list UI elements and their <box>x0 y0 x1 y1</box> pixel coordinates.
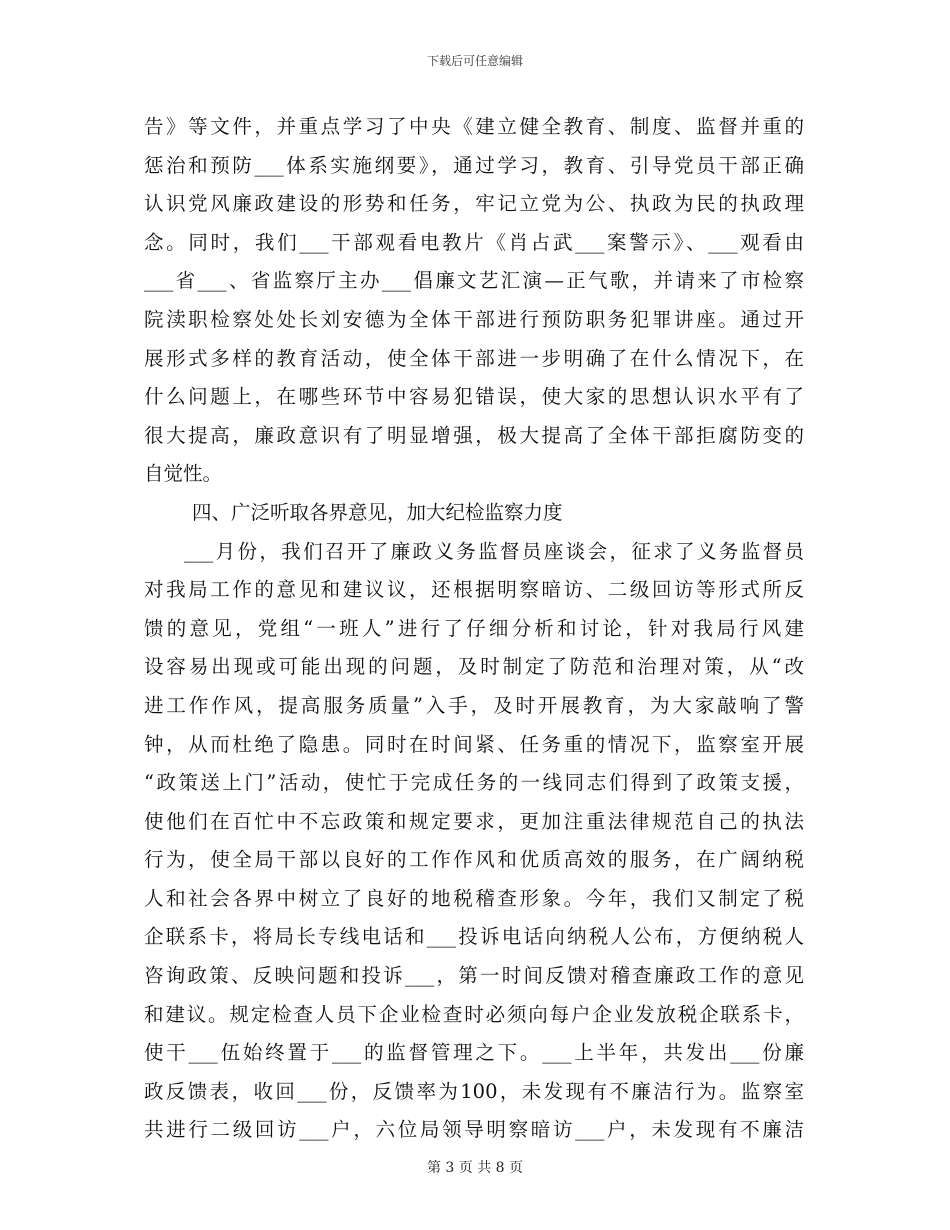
body-line: 什么问题上，在哪些环节中容易犯错误，使大家的思想认识水平有了 <box>144 385 804 409</box>
section-heading: 四、广泛听取各界意见，加大纪检监察力度 <box>192 500 563 524</box>
page-number: 第 3 页 共 8 页 <box>426 1160 524 1176</box>
body-line: 使干___伍始终置于___的监督管理之下。___上半年，共发出___份廉 <box>144 1041 804 1065</box>
body-line: 钟，从而杜绝了隐患。同时在时间紧、任务重的情况下，监察室开展 <box>144 732 804 756</box>
body-line: 咨询政策、反映问题和投诉___，第一时间反馈对稽查廉政工作的意见 <box>144 964 804 988</box>
body-line: 设容易出现或可能出现的问题，及时制定了防范和治理对策，从“改 <box>144 655 804 679</box>
body-line: ___省___、省监察厅主办___倡廉文艺汇演—正气歌，并请来了市检察 <box>144 269 804 293</box>
body-line: 进工作作风，提高服务质量”入手，及时开展教育，为大家敲响了警 <box>144 693 804 717</box>
body-line: 惩治和预防___体系实施纲要》，通过学习，教育、引导党员干部正确 <box>144 153 804 177</box>
body-line: 展形式多样的教育活动，使全体干部进一步明确了在什么情况下，在 <box>144 346 804 370</box>
body-line: 馈的意见，党组“一班人”进行了仔细分析和讨论，针对我局行风建 <box>144 616 804 640</box>
body-line: 院渎职检察处处长刘安德为全体干部进行预防职务犯罪讲座。通过开 <box>144 307 804 331</box>
body-line: 告》等文件，并重点学习了中央《建立健全教育、制度、监督并重的 <box>144 115 804 138</box>
body-line: 对我局工作的意见和建议议，还根据明察暗访、二级回访等形式所反 <box>144 578 804 602</box>
body-line: 认识党风廉政建设的形势和任务，牢记立党为公、执政为民的执政理 <box>144 192 804 216</box>
page-header: 下载后可任意编辑 <box>426 54 523 68</box>
body-line: ___月份，我们召开了廉政义务监督员座谈会，征求了义务监督员 <box>184 539 804 563</box>
body-line: 很大提高，廉政意识有了明显增强，极大提高了全体干部拒腐防变的 <box>144 423 804 447</box>
body-line: 和建议。规定检查人员下企业检查时必须向每户企业发放税企联系卡， <box>144 1002 804 1026</box>
body-line: 行为，使全局干部以良好的工作作风和优质高效的服务，在广阔纳税 <box>144 848 804 872</box>
body-line: 政反馈表，收回___份，反馈率为100，未发现有不廉洁行为。监察室 <box>144 1079 804 1103</box>
body-line: 共进行二级回访___户，六位局领导明察暗访___户，未发现有不廉洁 <box>144 1118 804 1142</box>
body-line: 自觉性。 <box>144 462 223 486</box>
body-line: 人和社会各界中树立了良好的地税稽查形象。今年，我们又制定了税 <box>144 886 804 910</box>
body-line: “政策送上门”活动，使忙于完成任务的一线同志们得到了政策支援， <box>144 771 804 795</box>
body-line: 使他们在百忙中不忘政策和规定要求，更加注重法律规范自己的执法 <box>144 809 804 833</box>
body-line: 企联系卡，将局长专线电话和___投诉电话向纳税人公布，方便纳税人 <box>144 925 804 949</box>
document-body <box>144 108 804 1150</box>
body-line: 念。同时，我们___干部观看电教片《肖占武___案警示》、___观看由 <box>144 230 804 254</box>
